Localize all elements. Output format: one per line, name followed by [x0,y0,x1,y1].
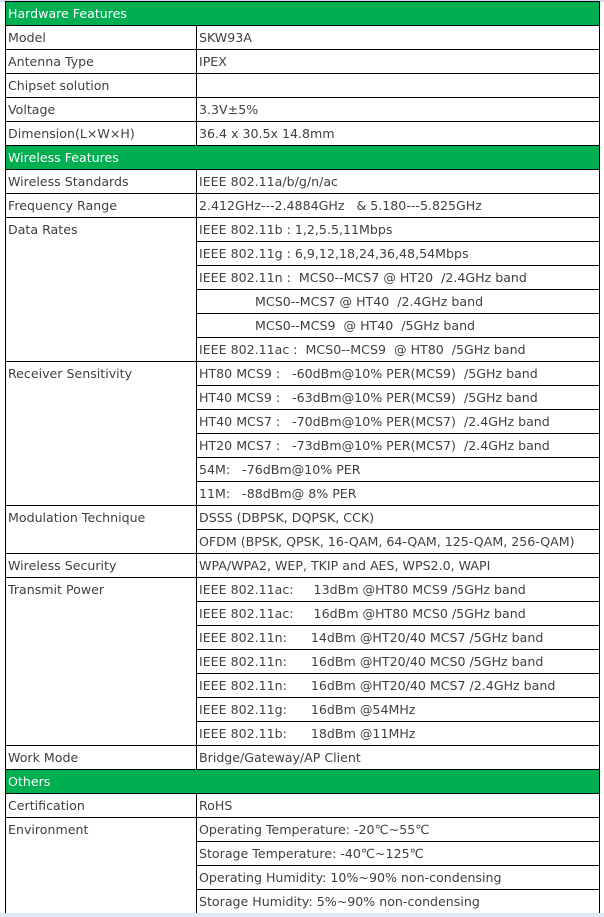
section-title: Hardware Features [6,2,600,26]
row-value: MCS0--MCS7 @ HT40 /2.4GHz band [197,290,600,314]
table-row-standards [6,170,600,194]
row-value: Operating Temperature: -20℃~55℃ [197,818,600,842]
row-value: 11M: -88dBm@ 8% PER [197,482,600,506]
row-label: Wireless Security [6,554,197,578]
window-bottom-border [0,913,604,917]
row-value: IEEE 802.11b : 1,2,5.5,11Mbps [197,218,600,242]
row-label: Modulation Technique [6,506,197,554]
row-label: Chipset solution [6,74,197,98]
row-value: Storage Temperature: -40℃~125℃ [197,842,600,866]
row-value [197,74,600,98]
row-value: 2.412GHz---2.4884GHz & 5.180---5.825GHz [197,194,600,218]
table-row-environment [6,818,600,842]
row-value: IEEE 802.11ac : MCS0--MCS9 @ HT80 /5GHz band [197,338,600,362]
row-value: IEEE 802.11n: 16dBm @HT20/40 MCS7 /2.4GHz band [197,674,600,698]
section-header-others [6,770,600,794]
row-label: Certification [6,794,197,818]
table-row-chipset [6,74,600,98]
table-row-transmit-power [6,578,600,602]
row-value: DSSS (DBPSK, DQPSK, CCK) [197,506,600,530]
row-value: IEEE 802.11g : 6,9,12,18,24,36,48,54Mbps [197,242,600,266]
row-value: Storage Humidity: 5%~90% non-condensing [197,890,600,914]
row-label: Voltage [6,98,197,122]
row-label: Frequency Range [6,194,197,218]
section-title: Others [6,770,600,794]
row-label: Environment [6,818,197,914]
table-row-dimension [6,122,600,146]
row-value: RoHS [197,794,600,818]
row-label: Receiver Sensitivity [6,362,197,506]
row-value: IEEE 802.11ac: 13dBm @HT80 MCS9 /5GHz band [197,578,600,602]
row-value: IEEE 802.11n: 14dBm @HT20/40 MCS7 /5GHz band [197,626,600,650]
section-header-hardware [6,2,600,26]
row-value: MCS0--MCS9 @ HT40 /5GHz band [197,314,600,338]
row-value: IEEE 802.11b: 18dBm @11MHz [197,722,600,746]
spec-table [5,1,600,914]
table-row-model [6,26,600,50]
row-value: Operating Humidity: 10%~90% non-condensing [197,866,600,890]
table-row-voltage [6,98,600,122]
table-row-data-rates [6,218,600,242]
row-value: OFDM (BPSK, QPSK, 16-QAM, 64-QAM, 125-QAM, 256-QAM) [197,530,600,554]
row-value: IPEX [197,50,600,74]
table-row-antenna [6,50,600,74]
row-value: IEEE 802.11a/b/g/n/ac [197,170,600,194]
table-row-certification [6,794,600,818]
row-value: IEEE 802.11n : MCS0--MCS7 @ HT20 /2.4GHz band [197,266,600,290]
row-value: IEEE 802.11n: 16dBm @HT20/40 MCS0 /5GHz band [197,650,600,674]
row-value: HT40 MCS9 : -63dBm@10% PER(MCS9) /5GHz band [197,386,600,410]
row-label: Work Mode [6,746,197,770]
row-value: 54M: -76dBm@10% PER [197,458,600,482]
row-value: Bridge/Gateway/AP Client [197,746,600,770]
row-label: Wireless Standards [6,170,197,194]
row-value: IEEE 802.11ac: 16dBm @HT80 MCS0 /5GHz band [197,602,600,626]
row-value: 3.3V±5% [197,98,600,122]
row-label: Dimension(L×W×H) [6,122,197,146]
table-row-security [6,554,600,578]
row-value: HT80 MCS9 : -60dBm@10% PER(MCS9) /5GHz band [197,362,600,386]
section-title: Wireless Features [6,146,600,170]
row-value: HT20 MCS7 : -73dBm@10% PER(MCS7) /2.4GHz band [197,434,600,458]
row-value: IEEE 802.11g: 16dBm @54MHz [197,698,600,722]
table-row-work-mode [6,746,600,770]
row-label: Data Rates [6,218,197,362]
table-row-sensitivity [6,362,600,386]
row-value: HT40 MCS7 : -70dBm@10% PER(MCS7) /2.4GHz band [197,410,600,434]
row-label: Model [6,26,197,50]
row-label: Antenna Type [6,50,197,74]
row-value: SKW93A [197,26,600,50]
row-value: WPA/WPA2, WEP, TKIP and AES, WPS2.0, WAPI [197,554,600,578]
row-value: 36.4 x 30.5x 14.8mm [197,122,600,146]
table-row-frequency [6,194,600,218]
table-row-modulation [6,506,600,530]
row-label: Transmit Power [6,578,197,746]
section-header-wireless [6,146,600,170]
